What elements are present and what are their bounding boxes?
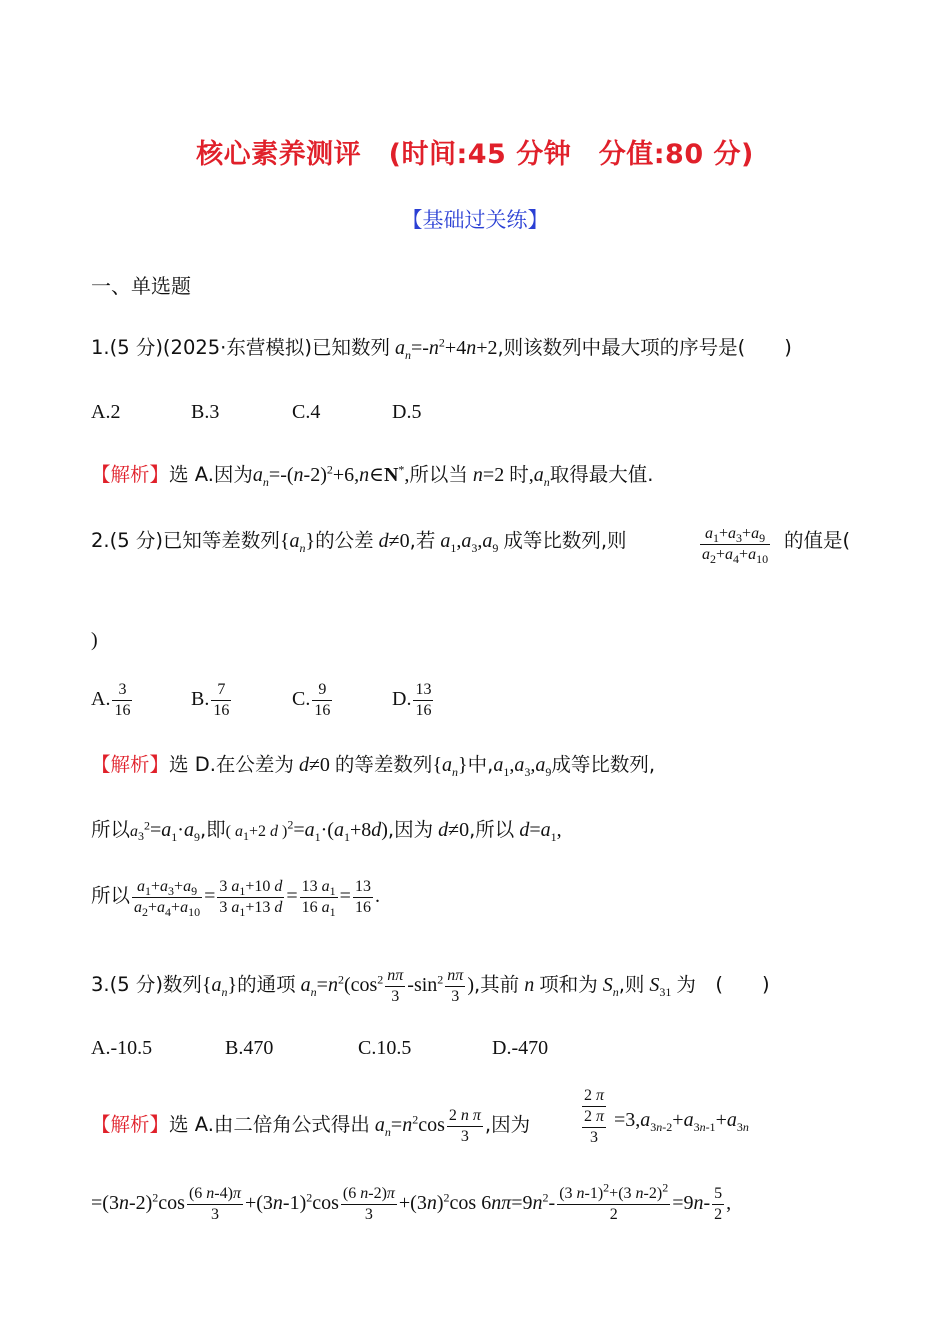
q2-prefix: 2.(5 分)已知等差数列 [91,529,280,552]
q2-analysis-line-3: 所以 $\frac{a_1+a_3+a_9}{a_2+a_4+a_{10}}$ = $\frac{3 a_1+10 d}{3 a_1+13 d}$ = $\frac{13 a_1}{16 a_1}$ = $\frac{13}{16}$ . [91,878,380,920]
q2-fraction: $\frac{a_1+a_3+a_9}{a_2+a_4+a_{10}}$ [702,525,769,567]
q1-prefix: 1.(5 分)(2025·东营模拟)已知数列 [91,336,390,359]
q2-suffix: 的值是( [784,529,851,552]
q3-option-a: A.-10.5 [91,1037,153,1059]
q3-option-d: D.-470 [492,1037,549,1059]
q2-option-a: A. $\frac{3}{16}$ [91,681,131,719]
section-subtitle: 【基础过关练】 [401,208,549,232]
page-title: 核心素养测评 (时间:45 分钟 分值:80 分) [196,139,754,170]
question-1 [91,334,792,362]
q2-mid1: 的公差 [315,529,374,552]
analysis-label: 【解析】 [91,463,170,486]
q3-analysis-line-2: $=(3n-2)^2\cos$ $\frac{(6 n-4)\pi}{3}$ $+(3n-1)^2\cos$ $\frac{(6 n-2)\pi}{3}$ $+(3n)^2\cos$ $6n\pi=9n^2-$ $\frac{(3 n-1)^2+(3 n-2)^2}{2}$ =9n- $\frac{5}{2}$ , [91,1180,732,1223]
q1-analysis [91,461,653,489]
q1-option-b: B.3 [191,401,220,423]
q1-option-c: C.4 [292,401,321,423]
q1-option-d: D.5 [392,401,422,423]
analysis-label: 【解析】 [91,753,170,776]
q1-analysis-end: 取得最大值. [549,463,654,486]
q2-analysis-line-1: 【解析】选 D.在公差为 d≠0 的等差数列$\{a_n\}$中$,a_1,a_3,a_9$成等比数列, [91,753,656,779]
q2-analysis-line-2: 所以$a_3^2=a_1\cdot a_9$,即( $a_1+2$ d )$^2=a_1\cdot(a_1+8d)$,因为 d≠0,所以 $d=a_1$, [91,817,562,844]
question-3: 3.(5 分)数列$\{a_n\}$的通项 $a_n=n^2(\cos^2$ $\frac{n\pi}{3}$ $-\sin^2$ $\frac{n\pi}{3}$ ),其前 n 项和为 $S_n$,则 $S_{31}$ 为 ( ) [91,967,770,1005]
q1-option-a: A.2 [91,401,121,423]
q1-formula: $a_n=-n^2+4n+2$ [394,335,498,362]
q2-mid2: ,若 [409,529,436,552]
q3-period-fraction: 2 π 2 π 3 [584,1087,605,1146]
q2-option-d: D. $\frac{13}{16}$ [392,681,432,719]
question-2: 2.(5 分)已知等差数列$\{a_n\}$的公差 d≠0,若 $a_1,a_3,a_9$ 成等比数列,则 [91,529,627,555]
q2-close-paren: ) [91,629,98,651]
q3-option-b: B.470 [225,1037,274,1059]
q1-analysis-start: 选 A.因为 [169,463,253,486]
q1-analysis-formula: $a_n=-(n-2)^2+6,n\in N^*$,所以当 n=2 时$,a_n$ [252,462,550,489]
q3-option-c: C.10.5 [358,1037,412,1059]
q3-analysis-line-1-end: $=3,a_{3n-2}+a_{3n-1}+a_{3n}$ [614,1109,749,1134]
section-heading: 一、单选题 [91,274,191,298]
q2-option-b: B. $\frac{7}{16}$ [191,681,230,719]
q2-option-c: C. $\frac{9}{16}$ [292,681,331,719]
q3-analysis-line-1: 【解析】选 A.由二倍角公式得出 $a_n=n^2\cos$ $\frac{\text{2 n π}}{3}$ ,因为 [91,1107,531,1145]
q2-mid3: 成等比数列,则 [503,529,627,552]
analysis-label: 【解析】 [91,1113,170,1137]
q1-suffix: ,则该数列中最大项的序号是( ) [497,336,792,359]
